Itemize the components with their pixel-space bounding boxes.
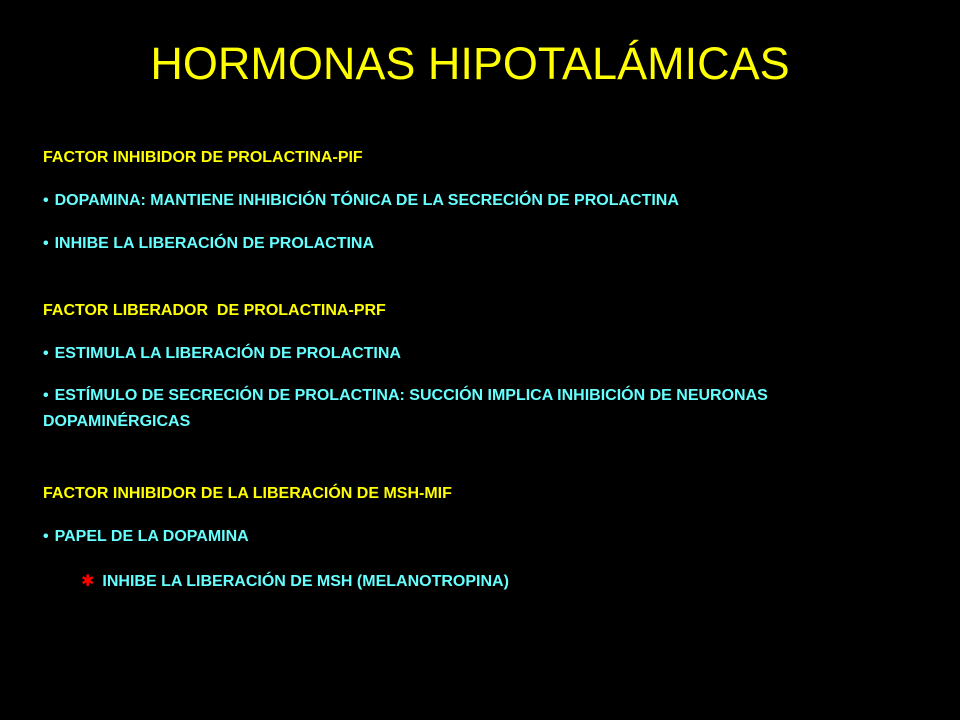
bullet-estimulo-secrecion (43, 383, 883, 435)
slide-title: HORMONAS HIPOTALÁMICAS (150, 38, 790, 89)
bullet-text: INHIBE LA LIBERACIÓN DE PROLACTINA (54, 235, 375, 252)
bullet-inhibe-liberacion (43, 235, 374, 253)
subbullet-text: INHIBE LA LIBERACIÓN DE MSH (MELANOTROPINA) (102, 573, 509, 590)
bullet-text: ESTIMULA LA LIBERACIÓN DE PROLACTINA (54, 345, 401, 362)
section-heading-prf (43, 302, 386, 320)
section-heading-pif: FACTOR INHIBIDOR DE PROLACTINA-PIF (43, 149, 363, 166)
asterisk-icon: ✱ (81, 573, 95, 590)
bullet-text: PAPEL DE LA DOPAMINA (54, 528, 249, 545)
bullet-estimula-liberacion (43, 345, 401, 363)
bullet-papel-dopamina (43, 528, 249, 546)
bullet-dopamina-inhibicion (43, 192, 679, 210)
bullet-text: ESTÍMULO DE SECRECIÓN DE PROLACTINA: SUCCIÓN IMPLICA INHIBICIÓN DE NEURONAS DOPAMINÉRGICAS (43, 387, 768, 430)
bullet-text: DOPAMINA: MANTIENE INHIBICIÓN TÓNICA DE LA SECRECIÓN DE PROLACTINA (54, 192, 679, 209)
section-heading-mif: FACTOR INHIBIDOR DE LA LIBERACIÓN DE MSH-MIF (43, 485, 452, 502)
subbullet-inhibe-msh (81, 571, 509, 591)
section-heading-prf-text: FACTOR LIBERADOR DE PROLACTINA-PRF (43, 302, 386, 319)
